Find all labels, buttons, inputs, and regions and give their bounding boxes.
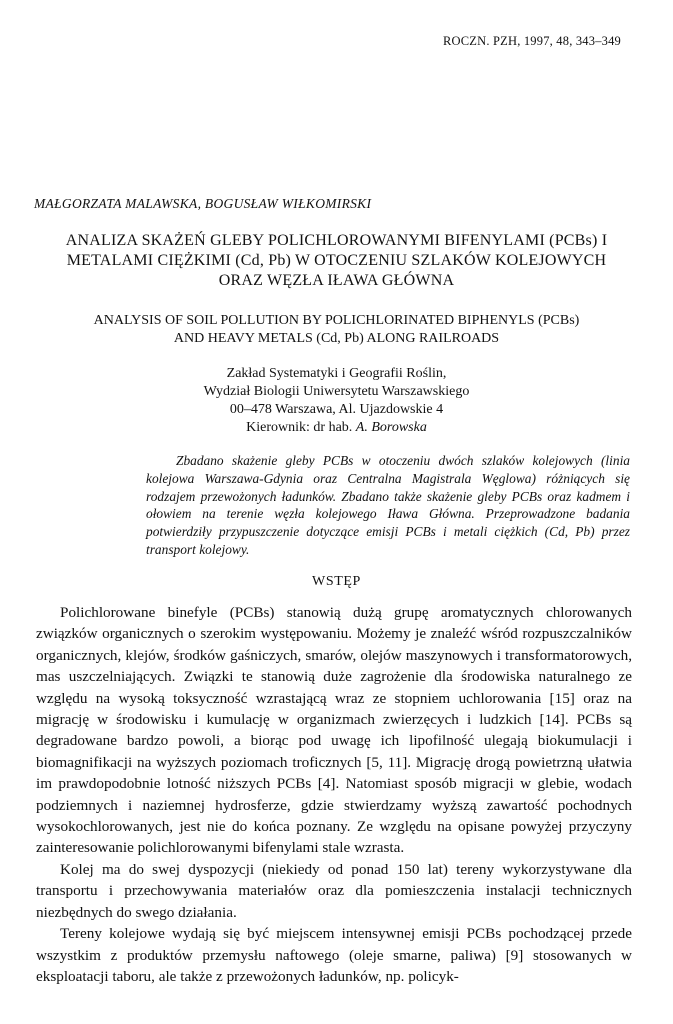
title-polish-line: ORAZ WĘZŁA IŁAWA GŁÓWNA <box>218 272 455 289</box>
title-polish-line: METALAMI CIĘŻKIMI (Cd, Pb) W OTOCZENIU SZLAKÓW KOLEJOWYCH <box>66 252 607 269</box>
head-prefix: Kierownik: dr hab. <box>246 420 356 435</box>
affiliation-line: Wydział Biologii Uniwersytetu Warszawskiego <box>203 384 470 399</box>
affiliation-line: Zakład Systematyki i Geografii Roślin, <box>226 366 447 381</box>
journal-reference: ROCZN. PZH, 1997, 48, 343–349 <box>442 34 621 48</box>
paragraph: Kolej ma do swej dyspozycji (niekiedy od ponad 150 lat) tereny wykorzystywane dla transportu i przechowywania materiałów oraz dla pomieszczenia instalacji technicznych niezbędnych do swego działania. <box>36 860 632 921</box>
title-english-line: ANALYSIS OF SOIL POLLUTION BY POLICHLORINATED BIPHENYLS (PCBs) <box>93 313 580 328</box>
affiliation <box>30 365 643 437</box>
paragraph: Polichlorowane binefyle (PCBs) stanowią dużą grupę aromatycznych chlorowanych związków organicznych o szerokim występowaniu. Możemy je znaleźć wśród rozpuszczalników organicznych, klejów, środków gaśniczych, smarów, olejów maszynowych i transformatorowych, mas uszczelniających. Związki te stanowią duże zagrożenie dla środowiska naturalnego ze względu na wysoką toksyczność wzrastającą wraz ze stopniem uchlorowania [15] oraz na migrację w środowisku i kumulację w organizmach zwierzęcych i ludzkich [14]. PCBs są degradowane bardzo powoli, a biorąc pod uwagę ich lipofilność ulegają biokumulacji i biomagnifikacji na wyższych poziomach troficznych [5, 11]. Migrację drogą powietrzną ułatwia im prawdopodobnie lotność niższych PCBs [4]. Natomiast sposób migracji w glebie, wodach podziemnych i naziemnej hydrosferze, gdzie stwierdzamy wyższą zawartość pochodnych wysokochlorowanych, jest nie do końca poznany. Ze względu na opisane powyżej przyczyny zainteresowanie polichlorowanymi bifenylami stale wzrasta. <box>36 604 632 857</box>
title-polish-line: ANALIZA SKAŻEŃ GLEBY POLICHLOROWANYMI BIFENYLAMI (PCBs) I <box>65 232 608 249</box>
authors: MAŁGORZATA MALAWSKA, BOGUSŁAW WIŁKOMIRSKI <box>34 196 372 211</box>
head-name: A. Borowska <box>355 420 427 435</box>
affiliation-head <box>30 419 643 437</box>
title-english-line: AND HEAVY METALS (Cd, Pb) ALONG RAILROADS <box>173 331 500 346</box>
section-heading: WSTĘP <box>312 574 361 589</box>
abstract: Zbadano skażenie gleby PCBs w otoczeniu dwóch szlaków kolejowych (linia kolejowa Warszawa-Gdynia oraz Centralna Magistrala Węglowa) różniących się rodzajem przewożonych ładunków. Zbadano także skażenie gleby PCBs oraz kadmem i ołowiem na terenie węzła kolejowego Iława Główna. Przeprowadzone badania potwierdziły przypuszczenie dotyczące emisji PCBs i metali ciężkich (Cd, Pb) przez transport kolejowy. <box>146 453 630 557</box>
title-english <box>30 312 643 348</box>
affiliation-line: 00–478 Warszawa, Al. Ujazdowskie 4 <box>229 402 444 417</box>
paragraph: Tereny kolejowe wydają się być miejscem intensywnej emisji PCBs pochodzącej przede wszystkim z produktów przemysłu naftowego (oleje smarne, paliwa) [9] stosowanych w eksploatacji taboru, ale także z przewożonych ładunków, np. policyk- <box>36 925 632 985</box>
title-polish <box>30 231 643 291</box>
body-text <box>36 602 632 987</box>
